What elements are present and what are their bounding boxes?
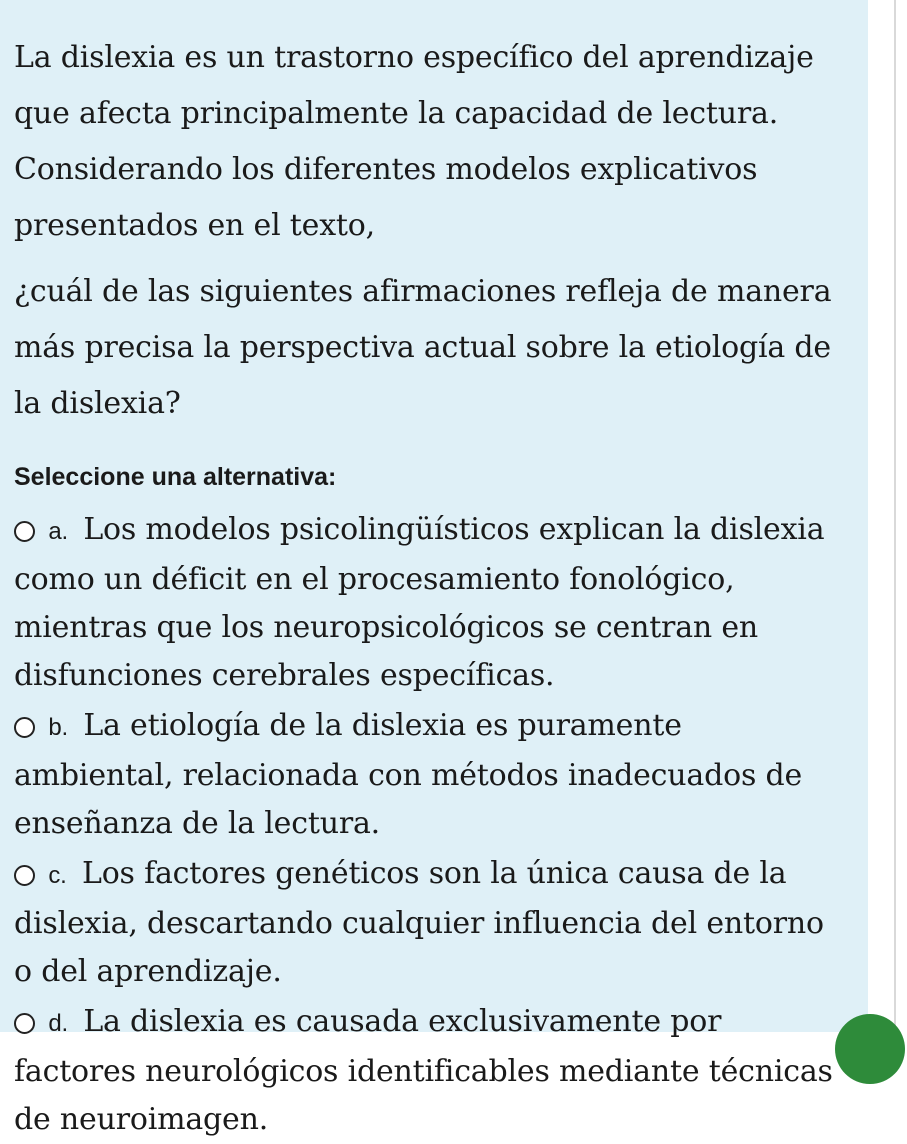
option-letter: a. [48, 518, 68, 545]
answer-option-c[interactable] [14, 850, 848, 996]
radio-button-d[interactable] [14, 1013, 35, 1034]
question-paragraph-1: La dislexia es un trastorno específico del aprendizaje que afecta principalmente la capacidad de lectura. Considerando los diferentes modelos explicativos presentados en el texto, [14, 40, 814, 243]
answer-option-d[interactable] [14, 998, 848, 1144]
answer-option-a[interactable] [14, 506, 848, 700]
option-text: Los factores genéticos son la única causa de la dislexia, descartando cualquier influencia del entorno o del aprendizaje. [14, 856, 824, 989]
right-divider [894, 0, 896, 1032]
green-circle-icon[interactable] [835, 1014, 905, 1084]
option-text: La etiología de la dislexia es puramente ambiental, relacionada con métodos inadecuados de enseñanza de la lectura. [14, 708, 803, 841]
option-text: Los modelos psicolingüísticos explican la dislexia como un déficit en el procesamiento fonológico, mientras que los neuropsicológicos se centran en disfunciones cerebrales específicas. [14, 512, 825, 693]
answer-options [14, 506, 848, 1144]
option-text: La dislexia es causada exclusivamente por factores neurológicos identificables mediante técnicas de neuroimagen. [14, 1004, 833, 1137]
radio-button-a[interactable] [14, 521, 35, 542]
radio-button-c[interactable] [14, 865, 35, 886]
option-letter: d. [48, 1010, 68, 1037]
option-letter: b. [48, 714, 68, 741]
question-paragraph-2: ¿cuál de las siguientes afirmaciones refleja de manera más precisa la perspectiva actual sobre la etiología de la dislexia? [14, 274, 832, 421]
radio-button-b[interactable] [14, 717, 35, 738]
select-prompt: Seleccione una alternativa: [14, 463, 337, 491]
right-margin [868, 0, 907, 1032]
option-letter: c. [48, 862, 67, 889]
answer-option-b[interactable] [14, 702, 848, 848]
